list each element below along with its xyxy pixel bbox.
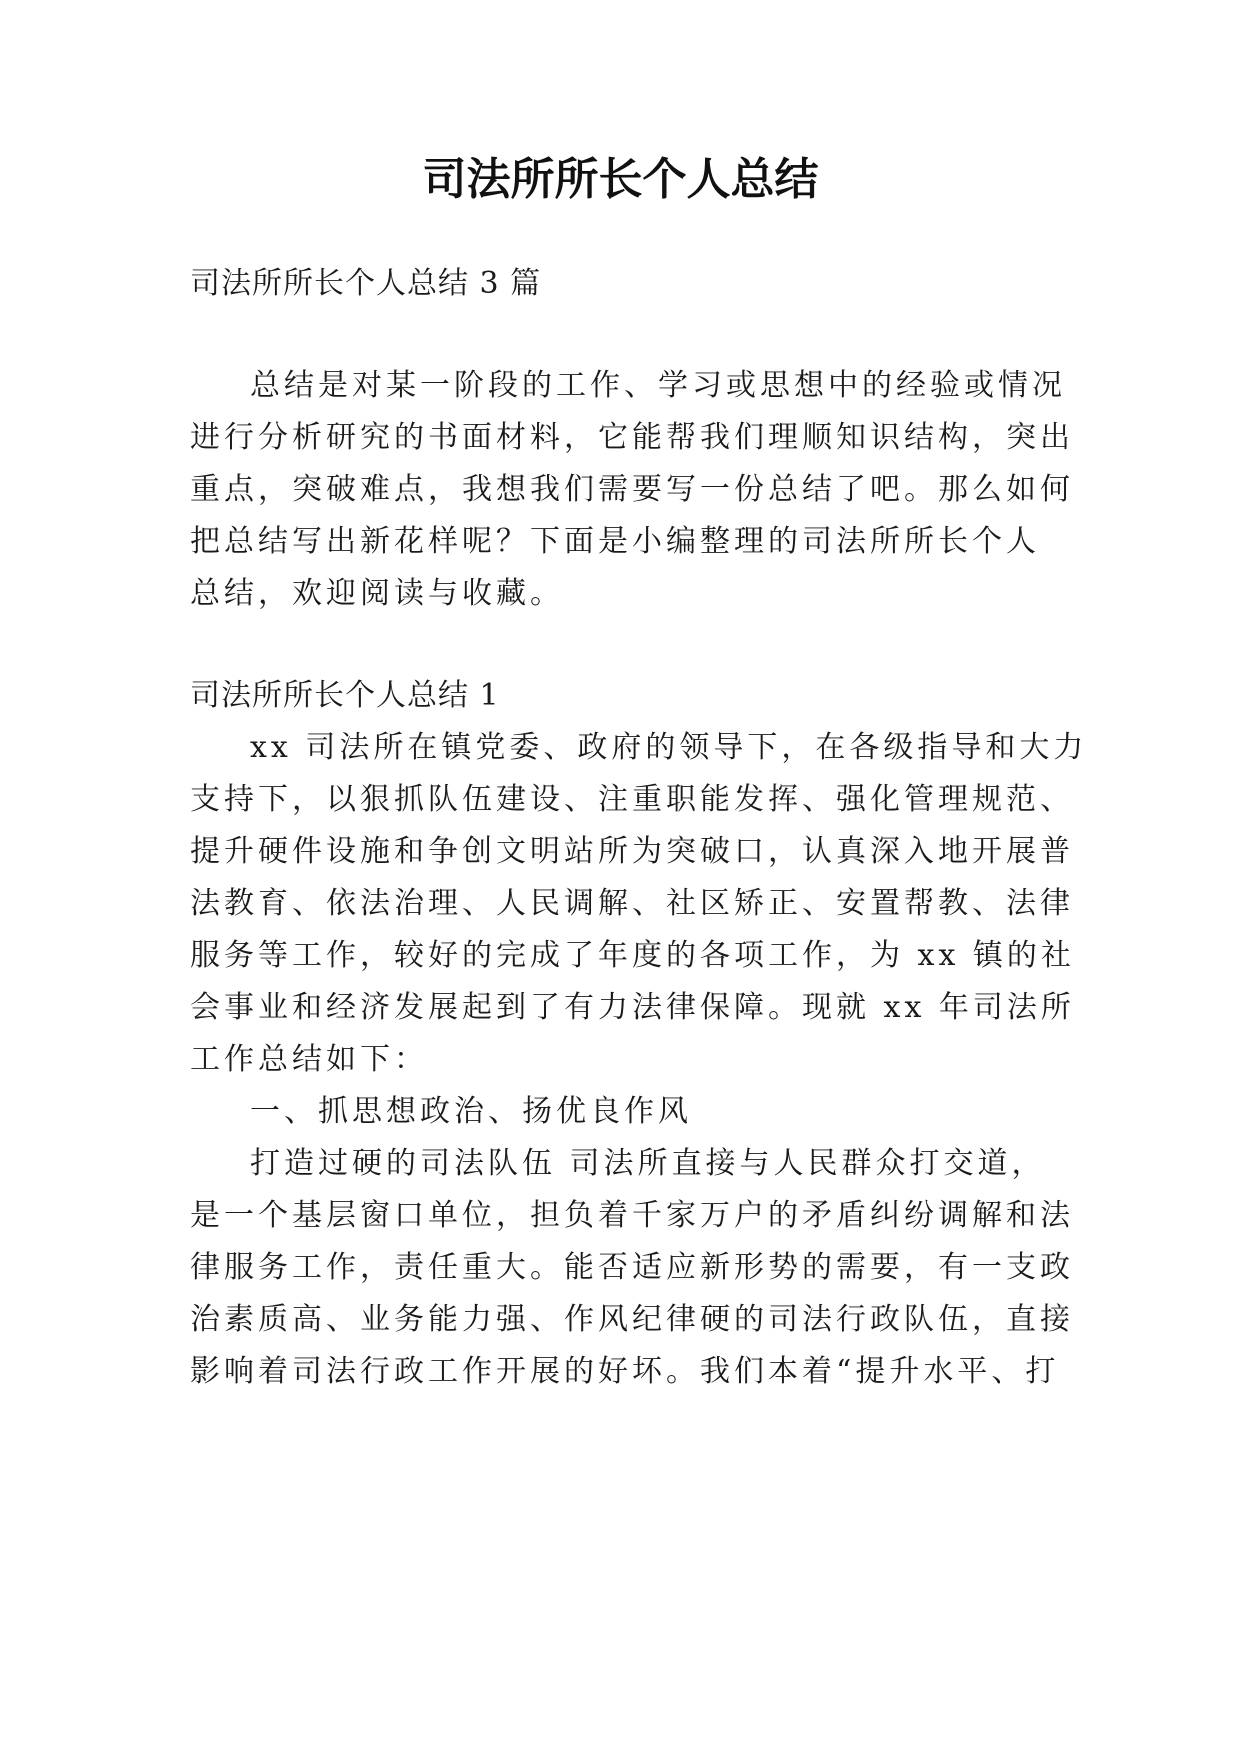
section-heading: 司法所所长个人总结 1 — [190, 678, 500, 713]
intro-line: 总结，欢迎阅读与收藏。 — [190, 576, 564, 611]
intro-line: 重点，突破难点，我想我们需要写一份总结了吧。那么如何 — [190, 472, 1074, 507]
document-title: 司法所所长个人总结 — [422, 154, 819, 205]
paragraph-line: xx 司法所在镇党委、政府的领导下，在各级指导和大力 — [250, 730, 1088, 765]
paragraph-line: 工作总结如下： — [190, 1042, 428, 1077]
paragraph-line: 会事业和经济发展起到了有力法律保障。现就 xx 年司法所 — [190, 990, 1075, 1025]
paragraph-line: 律服务工作，责任重大。能否适应新形势的需要，有一支政 — [190, 1250, 1074, 1285]
paragraph-line: 治素质高、业务能力强、作风纪律硬的司法行政队伍，直接 — [190, 1302, 1074, 1337]
paragraph-line: 支持下，以狠抓队伍建设、注重职能发挥、强化管理规范、 — [190, 782, 1074, 817]
paragraph-line: 法教育、依法治理、人民调解、社区矫正、安置帮教、法律 — [190, 886, 1074, 921]
paragraph-line: 服务等工作，较好的完成了年度的各项工作，为 xx 镇的社 — [190, 938, 1075, 973]
paragraph-line: 是一个基层窗口单位，担负着千家万户的矛盾纠纷调解和法 — [190, 1198, 1074, 1233]
intro-line: 进行分析研究的书面材料，它能帮我们理顺知识结构，突出 — [190, 420, 1074, 455]
point-heading: 一、抓思想政治、扬优良作风 — [250, 1094, 692, 1129]
paragraph-line: 提升硬件设施和争创文明站所为突破口，认真深入地开展普 — [190, 834, 1074, 869]
document-subtitle: 司法所所长个人总结 3 篇 — [190, 266, 542, 301]
intro-line: 总结是对某一阶段的工作、学习或思想中的经验或情况 — [250, 368, 1066, 403]
intro-line: 把总结写出新花样呢？下面是小编整理的司法所所长个人 — [190, 524, 1040, 559]
paragraph-line: 打造过硬的司法队伍 司法所直接与人民群众打交道， — [250, 1146, 1046, 1181]
paragraph-line: 影响着司法行政工作开展的好坏。我们本着“提升水平、打 — [190, 1354, 1060, 1389]
